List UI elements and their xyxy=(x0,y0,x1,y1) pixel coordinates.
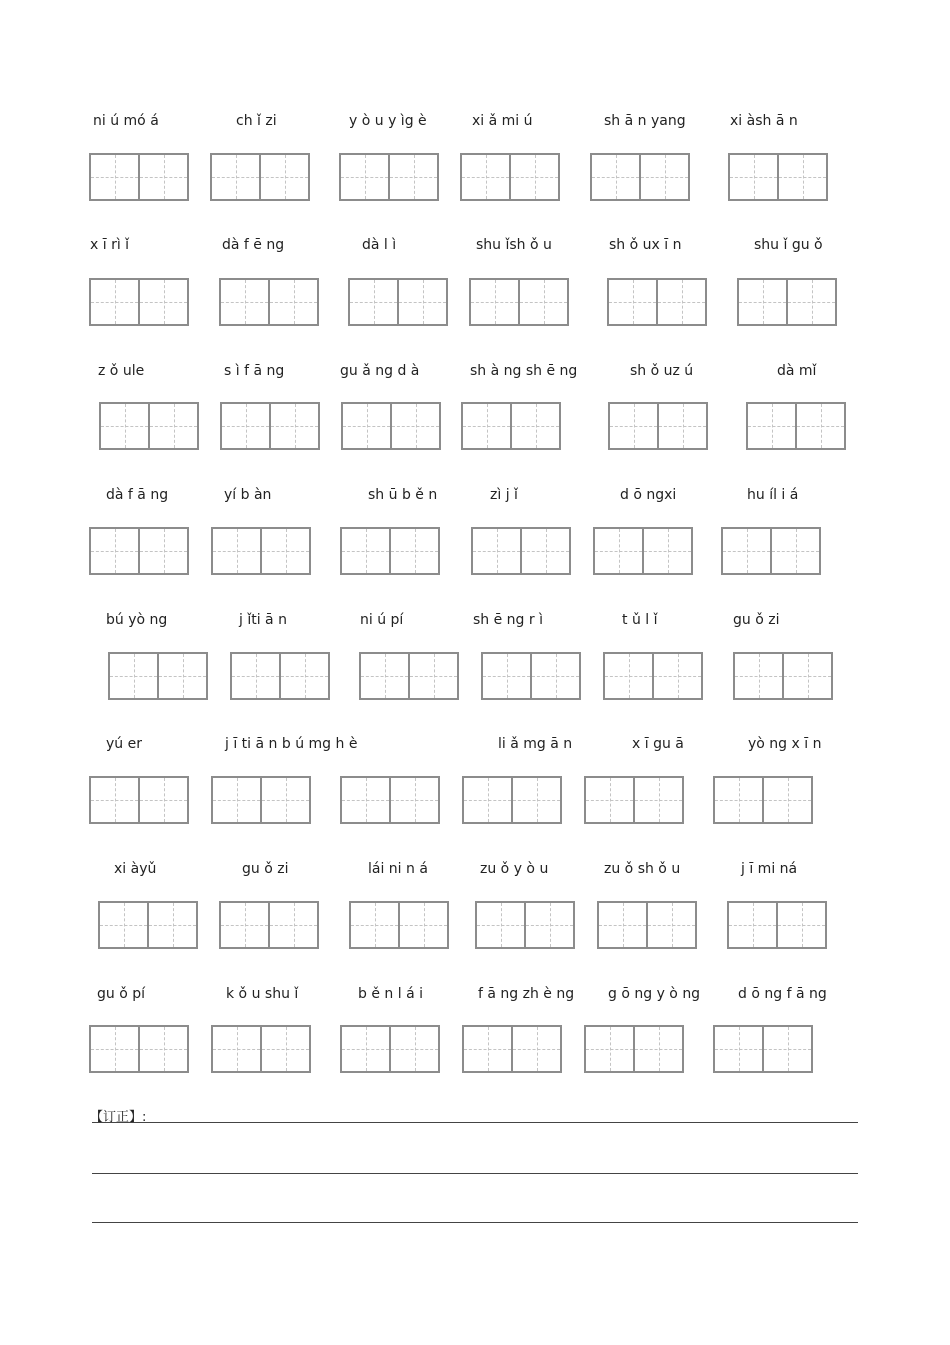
writing-box[interactable] xyxy=(219,901,319,949)
writing-box[interactable] xyxy=(210,153,310,201)
pinyin-prompt: sh ǒ ux ī n xyxy=(609,237,682,253)
writing-cell[interactable] xyxy=(390,404,439,448)
writing-box[interactable] xyxy=(349,901,449,949)
writing-cell[interactable] xyxy=(656,280,705,324)
writing-box[interactable] xyxy=(603,652,703,700)
writing-box[interactable] xyxy=(230,652,330,700)
writing-cell[interactable] xyxy=(342,1027,389,1071)
writing-cell[interactable] xyxy=(398,903,447,947)
writing-cell[interactable] xyxy=(483,654,530,698)
writing-cell[interactable] xyxy=(511,778,560,822)
writing-cell[interactable] xyxy=(633,778,682,822)
writing-box[interactable] xyxy=(89,527,189,575)
writing-box[interactable] xyxy=(108,652,208,700)
writing-box[interactable] xyxy=(89,776,189,824)
pinyin-prompt: gu ǎ ng d à xyxy=(340,363,420,379)
writing-box[interactable] xyxy=(713,1025,813,1073)
writing-cell[interactable] xyxy=(652,654,701,698)
pinyin-prompt: zì j ǐ xyxy=(490,487,518,503)
pinyin-prompt: dà l ì xyxy=(362,237,397,253)
writing-cell[interactable] xyxy=(473,529,520,573)
writing-cell[interactable] xyxy=(361,654,408,698)
writing-cell[interactable] xyxy=(762,778,811,822)
writing-box[interactable] xyxy=(584,776,684,824)
writing-cell[interactable] xyxy=(762,1027,811,1071)
writing-cell[interactable] xyxy=(157,654,206,698)
writing-box[interactable] xyxy=(89,1025,189,1073)
pinyin-prompt: sh ē ng r ì xyxy=(473,612,543,628)
writing-box[interactable] xyxy=(584,1025,684,1073)
writing-box[interactable] xyxy=(721,527,821,575)
pinyin-prompt: y ò u y ìg è xyxy=(349,113,427,129)
writing-cell[interactable] xyxy=(389,529,438,573)
writing-cell[interactable] xyxy=(101,404,148,448)
writing-cell[interactable] xyxy=(351,903,398,947)
writing-cell[interactable] xyxy=(530,654,579,698)
writing-box[interactable] xyxy=(460,153,560,201)
pinyin-prompt: yò ng x ī n xyxy=(748,736,822,752)
pinyin-prompt: dà f ē ng xyxy=(222,237,285,253)
writing-box[interactable] xyxy=(607,278,707,326)
pinyin-prompt: dà mǐ xyxy=(777,363,817,379)
writing-cell[interactable] xyxy=(341,155,388,199)
writing-cell[interactable] xyxy=(213,529,260,573)
writing-cell[interactable] xyxy=(599,903,646,947)
writing-cell[interactable] xyxy=(138,1027,187,1071)
pinyin-prompt: shu ǐ gu ǒ xyxy=(754,237,823,253)
writing-cell[interactable] xyxy=(715,778,762,822)
correction-line xyxy=(92,1222,858,1223)
writing-cell[interactable] xyxy=(639,155,688,199)
writing-cell[interactable] xyxy=(138,529,187,573)
writing-box[interactable] xyxy=(359,652,459,700)
pinyin-prompt: xi àyǔ xyxy=(114,861,157,877)
writing-cell[interactable] xyxy=(595,529,642,573)
writing-box[interactable] xyxy=(99,402,199,450)
writing-box[interactable] xyxy=(462,776,562,824)
writing-cell[interactable] xyxy=(605,654,652,698)
pinyin-prompt: gu ǒ pí xyxy=(97,986,146,1002)
pinyin-prompt: f ā ng zh è ng xyxy=(478,986,575,1002)
pinyin-prompt: j ī mi ná xyxy=(741,861,798,877)
writing-box[interactable] xyxy=(481,652,581,700)
writing-cell[interactable] xyxy=(260,778,309,822)
writing-box[interactable] xyxy=(89,153,189,201)
pinyin-prompt: b ě n l á i xyxy=(358,986,423,1002)
pinyin-prompt: x ī gu ā xyxy=(632,736,684,752)
writing-cell[interactable] xyxy=(350,280,397,324)
writing-cell[interactable] xyxy=(110,654,157,698)
pinyin-prompt: gu ǒ zi xyxy=(733,612,780,628)
pinyin-prompt: zu ǒ y ò u xyxy=(480,861,549,877)
writing-cell[interactable] xyxy=(524,903,573,947)
writing-cell[interactable] xyxy=(739,280,786,324)
correction-line xyxy=(92,1122,858,1123)
writing-box[interactable] xyxy=(339,153,439,201)
writing-box[interactable] xyxy=(608,402,708,450)
pinyin-prompt: j ǐti ā n xyxy=(239,612,287,628)
writing-cell[interactable] xyxy=(138,778,187,822)
pinyin-prompt: yí b àn xyxy=(224,487,272,503)
pinyin-prompt: xi ǎ mi ú xyxy=(472,113,533,129)
pinyin-prompt: shu ǐsh ǒ u xyxy=(476,237,552,253)
writing-cell[interactable] xyxy=(463,404,510,448)
writing-cell[interactable] xyxy=(748,404,795,448)
writing-cell[interactable] xyxy=(408,654,457,698)
writing-cell[interactable] xyxy=(609,280,656,324)
pinyin-prompt: t ǔ l ǐ xyxy=(622,612,658,628)
pinyin-prompt: ni ú pí xyxy=(360,612,404,628)
writing-box[interactable] xyxy=(593,527,693,575)
writing-cell[interactable] xyxy=(222,404,269,448)
writing-cell[interactable] xyxy=(397,280,446,324)
writing-cell[interactable] xyxy=(138,155,187,199)
writing-box[interactable] xyxy=(462,1025,562,1073)
writing-box[interactable] xyxy=(746,402,846,450)
writing-cell[interactable] xyxy=(342,778,389,822)
writing-cell[interactable] xyxy=(518,280,567,324)
writing-cell[interactable] xyxy=(646,903,695,947)
writing-cell[interactable] xyxy=(212,155,259,199)
writing-box[interactable] xyxy=(728,153,828,201)
writing-cell[interactable] xyxy=(268,903,317,947)
writing-cell[interactable] xyxy=(91,1027,138,1071)
writing-cell[interactable] xyxy=(91,529,138,573)
pinyin-prompt: ch ǐ zi xyxy=(236,113,277,129)
writing-cell[interactable] xyxy=(642,529,691,573)
writing-cell[interactable] xyxy=(586,1027,633,1071)
writing-box[interactable] xyxy=(340,776,440,824)
writing-cell[interactable] xyxy=(464,778,511,822)
writing-cell[interactable] xyxy=(610,404,657,448)
writing-box[interactable] xyxy=(348,278,448,326)
pinyin-prompt: sh à ng sh ē ng xyxy=(470,363,578,379)
pinyin-prompt: xi àsh ā n xyxy=(730,113,798,129)
writing-box[interactable] xyxy=(219,278,319,326)
writing-cell[interactable] xyxy=(786,280,835,324)
writing-cell[interactable] xyxy=(148,404,197,448)
writing-cell[interactable] xyxy=(269,404,318,448)
writing-cell[interactable] xyxy=(260,529,309,573)
writing-box[interactable] xyxy=(475,901,575,949)
writing-cell[interactable] xyxy=(723,529,770,573)
writing-box[interactable] xyxy=(340,1025,440,1073)
writing-box[interactable] xyxy=(733,652,833,700)
writing-box[interactable] xyxy=(211,1025,311,1073)
writing-cell[interactable] xyxy=(138,280,187,324)
writing-cell[interactable] xyxy=(343,404,390,448)
writing-cell[interactable] xyxy=(464,1027,511,1071)
correction-line xyxy=(92,1173,858,1174)
writing-box[interactable] xyxy=(211,776,311,824)
writing-box[interactable] xyxy=(98,901,198,949)
writing-cell[interactable] xyxy=(232,654,279,698)
writing-cell[interactable] xyxy=(777,155,826,199)
writing-cell[interactable] xyxy=(776,903,825,947)
writing-cell[interactable] xyxy=(633,1027,682,1071)
pinyin-prompt: k ǒ u shu ǐ xyxy=(226,986,299,1002)
writing-cell[interactable] xyxy=(471,280,518,324)
pinyin-prompt: d ō ngxi xyxy=(620,487,677,503)
writing-cell[interactable] xyxy=(260,1027,309,1071)
writing-cell[interactable] xyxy=(735,654,782,698)
writing-cell[interactable] xyxy=(715,1027,762,1071)
writing-box[interactable] xyxy=(590,153,690,201)
pinyin-prompt: zu ǒ sh ǒ u xyxy=(604,861,681,877)
writing-cell[interactable] xyxy=(795,404,844,448)
writing-cell[interactable] xyxy=(586,778,633,822)
pinyin-prompt: j ī ti ā n b ú mg h è xyxy=(225,736,358,752)
writing-cell[interactable] xyxy=(520,529,569,573)
writing-cell[interactable] xyxy=(91,155,138,199)
writing-cell[interactable] xyxy=(511,1027,560,1071)
writing-cell[interactable] xyxy=(509,155,558,199)
writing-cell[interactable] xyxy=(388,155,437,199)
pinyin-prompt: dà f ā ng xyxy=(106,487,169,503)
writing-box[interactable] xyxy=(220,402,320,450)
writing-cell[interactable] xyxy=(510,404,559,448)
writing-cell[interactable] xyxy=(389,778,438,822)
writing-cell[interactable] xyxy=(657,404,706,448)
writing-box[interactable] xyxy=(341,402,441,450)
writing-box[interactable] xyxy=(471,527,571,575)
writing-cell[interactable] xyxy=(259,155,308,199)
pinyin-prompt: d ō ng f ā ng xyxy=(738,986,827,1002)
writing-cell[interactable] xyxy=(268,280,317,324)
writing-cell[interactable] xyxy=(91,778,138,822)
correction-label: 【订正】: xyxy=(90,1110,147,1125)
writing-cell[interactable] xyxy=(100,903,147,947)
pinyin-prompt: sh ā n yang xyxy=(604,113,686,129)
writing-cell[interactable] xyxy=(770,529,819,573)
pinyin-prompt: g ō ng y ò ng xyxy=(608,986,701,1002)
writing-cell[interactable] xyxy=(213,1027,260,1071)
writing-cell[interactable] xyxy=(221,903,268,947)
pinyin-prompt: z ǒ ule xyxy=(98,363,145,379)
writing-cell[interactable] xyxy=(213,778,260,822)
writing-cell[interactable] xyxy=(477,903,524,947)
writing-cell[interactable] xyxy=(782,654,831,698)
pinyin-prompt: ni ú mó á xyxy=(93,113,159,129)
writing-box[interactable] xyxy=(469,278,569,326)
pinyin-prompt: li ǎ mg ā n xyxy=(498,736,573,752)
pinyin-prompt: bú yò ng xyxy=(106,612,168,628)
pinyin-prompt: sh ū b ě n xyxy=(368,487,438,503)
writing-cell[interactable] xyxy=(462,155,509,199)
writing-cell[interactable] xyxy=(279,654,328,698)
writing-cell[interactable] xyxy=(389,1027,438,1071)
pinyin-prompt: hu íl i á xyxy=(747,487,799,503)
writing-box[interactable] xyxy=(89,278,189,326)
writing-cell[interactable] xyxy=(147,903,196,947)
pinyin-prompt: s ì f ā ng xyxy=(224,363,285,379)
pinyin-prompt: x ī rì ǐ xyxy=(90,237,130,253)
writing-cell[interactable] xyxy=(221,280,268,324)
writing-box[interactable] xyxy=(727,901,827,949)
writing-cell[interactable] xyxy=(91,280,138,324)
writing-cell[interactable] xyxy=(729,903,776,947)
pinyin-prompt: lái ni n á xyxy=(368,861,428,877)
pinyin-prompt: yú er xyxy=(106,736,142,752)
writing-box[interactable] xyxy=(713,776,813,824)
pinyin-prompt: sh ǒ uz ú xyxy=(630,363,694,379)
writing-box[interactable] xyxy=(211,527,311,575)
writing-box[interactable] xyxy=(737,278,837,326)
writing-box[interactable] xyxy=(461,402,561,450)
writing-cell[interactable] xyxy=(342,529,389,573)
writing-cell[interactable] xyxy=(730,155,777,199)
pinyin-prompt: gu ǒ zi xyxy=(242,861,289,877)
writing-box[interactable] xyxy=(597,901,697,949)
writing-box[interactable] xyxy=(340,527,440,575)
writing-cell[interactable] xyxy=(592,155,639,199)
